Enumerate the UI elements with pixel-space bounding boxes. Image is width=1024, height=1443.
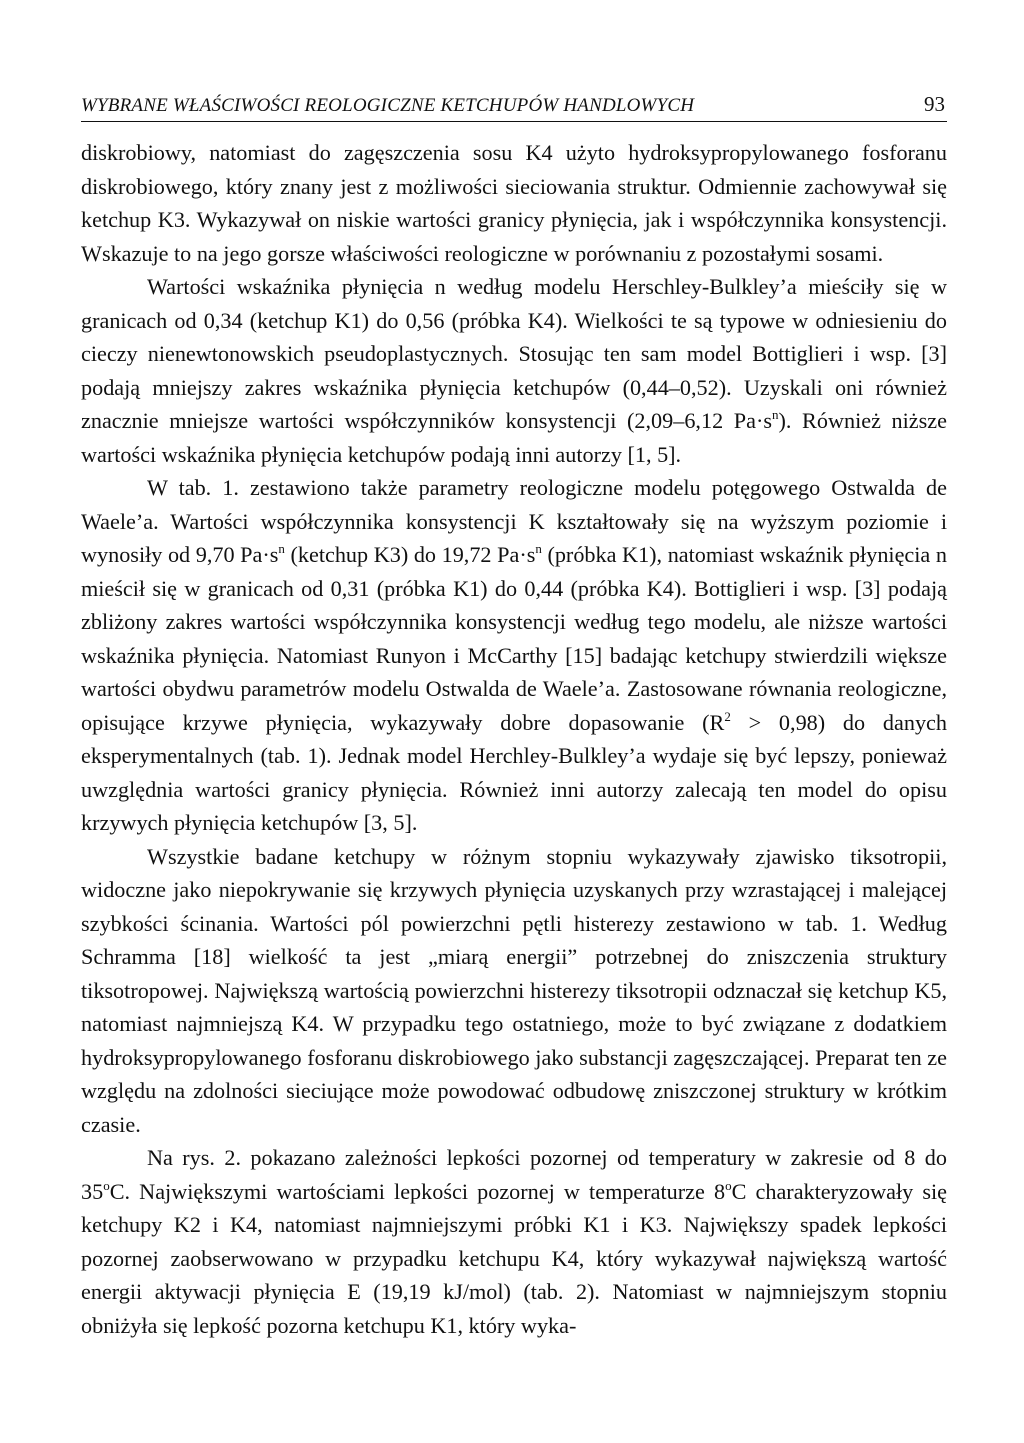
superscript: n: [772, 407, 779, 422]
paragraph-text: C charakteryzowały się ketchupy K2 i K4, natomiast najmniejszymi próbki K1 i K3. Największy spadek lepkości pozornej zaobserwowano w przypadku ketchupu K4, który wykazywał największą wartość energii aktywacji płynięcia E (19,19 kJ/mol) (tab. 2). Natomiast w najmniejszym stopniu obniżyła się lepkość pozorna ketchupu K1, który wyka-: [81, 1178, 947, 1338]
running-header: [81, 92, 947, 122]
paragraph-text: C. Największymi wartościami lepkości pozornej w temperaturze 8: [109, 1178, 726, 1204]
superscript: o: [725, 1177, 732, 1193]
paragraph-text: (próbka K1), natomiast wskaźnik płynięcia n mieścił się w granicach od 0,31 (próbka K1) do 0,44 (próbka K4). Bottiglieri i wsp. [3] podają zbliżony zakres wartości współczynnika konsystencji według tego modelu, ale niższe wartości wskaźnika płynięcia. Natomiast Runyon i McCarthy [15] badając ketchupy stwierdzili większe wartości obydwu parametrów modelu Ostwalda de Waele’a. Zastosowane równania reologiczne, opisujące krzywe płynięcia, wykazywały dobre dopasowanie (R: [81, 542, 947, 735]
superscript: 2: [724, 708, 731, 724]
paragraph-text: diskrobiowy, natomiast do zagęszczenia sosu K4 użyto hydroksypropylowanego fosforanu diskrobiowego, który znany jest z możliwości sieciowania struktur. Odmiennie zachowywał się ketchup K3. Wykazywał on niskie wartości granicy płynięcia, jak i współczynnika konsystencji. Wskazuje to na jego gorsze właściwości reologiczne w porównaniu z pozostałymi sosami.: [81, 140, 947, 266]
superscript: n: [278, 541, 285, 556]
paragraph: [81, 136, 947, 270]
paragraph-text: Wartości wskaźnika płynięcia n według modelu Herschley-Bulkley’a mieściły się w granicach od 0,34 (ketchup K1) do 0,56 (próbka K4). Wielkości te są typowe w odniesieniu do cieczy nienewtonowskich pseudoplastycznych. Stosując ten sam model Bottiglieri i wsp. [3] podają mniejszy zakres wskaźnika płynięcia ketchupów (0,44–0,52). Uzyskali oni również znacznie mniejsze wartości współczynników konsystencji (2,09–6,12 Pa·s: [81, 274, 947, 433]
body-text: [81, 136, 947, 1342]
paragraph-text: W tab. 1. zestawiono także parametry reologiczne modelu potęgowego Ostwalda de Waele’a. Wartości współczynnika konsystencji K kształtowały się na wyższym poziomie i wynosiły od 9,70 Pa·s: [81, 475, 947, 567]
paragraph: [81, 1141, 947, 1342]
paragraph: [81, 471, 947, 840]
paragraph-text: ). Również niższe wartości wskaźnika płynięcia ketchupów podają inni autorzy [1, 5].: [81, 408, 947, 467]
paragraph-text: Wszystkie badane ketchupy w różnym stopniu wykazywały zjawisko tiksotropii, widoczne jako niepokrywanie się krzywych płynięcia uzyskanych przy wzrastającej i malejącej szybkości ścinania. Wartości pól powierzchni pętli histerezy zestawiono w tab. 1. Według Schramma [18] wielkość ta jest „miarą energii” potrzebnej do zniszczenia struktury tiksotropowej. Największą wartością powierzchni histerezy tiksotropii odznaczał się ketchup K5, natomiast najmniejszą K4. W przypadku tego ostatniego, może to być związane z dodatkiem hydroksypropylowanego fosforanu diskrobiowego jako substancji zagęszczającej. Preparat ten ze względu na zdolności sieciujące może powodować odbudowę zniszczonej struktury w krótkim czasie.: [81, 843, 947, 1137]
page: [81, 92, 947, 1342]
paragraph: [81, 840, 947, 1142]
paragraph: [81, 270, 947, 471]
running-title: WYBRANE WŁAŚCIWOŚCI REOLOGICZNE KETCHUPÓW HANDLOWYCH: [81, 95, 695, 116]
paragraph-text: Na rys. 2. pokazano zależności lepkości pozornej od temperatury w zakresie od 8 do 35: [81, 1145, 947, 1204]
superscript: o: [103, 1177, 110, 1193]
page-number: 93: [924, 92, 945, 116]
superscript: n: [535, 541, 542, 556]
paragraph-text: > 0,98) do danych eksperymentalnych (tab. 1). Jednak model Herchley-Bulkley’a wydaje się być lepszy, ponieważ uwzględnia wartości granicy płynięcia. Również inni autorzy zalecają ten model do opisu krzywych płynięcia ketchupów [3, 5].: [81, 709, 947, 835]
paragraph-text: (ketchup K3) do 19,72 Pa·s: [284, 542, 536, 567]
